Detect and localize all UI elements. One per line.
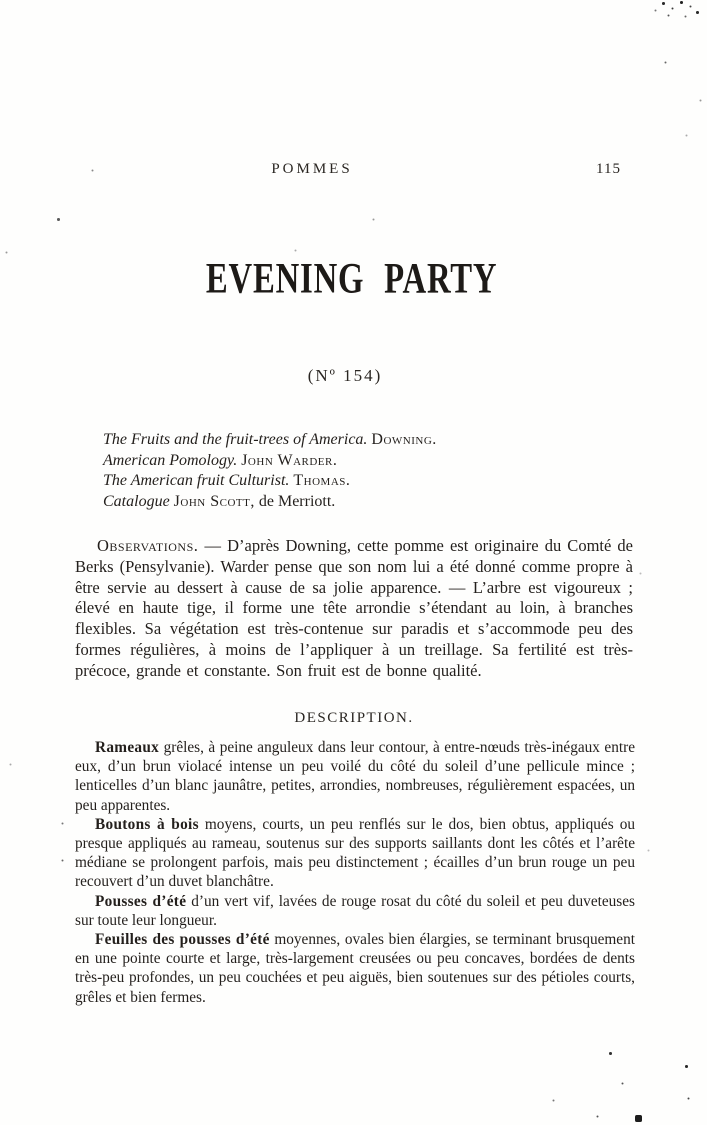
reference-author: Downing.: [371, 431, 437, 448]
page-number: 115: [596, 161, 621, 177]
description-paragraph-pousses: [75, 892, 635, 930]
reference-title: Catalogue: [103, 492, 170, 510]
reference-author: Thomas.: [293, 472, 351, 489]
paragraph-body: moyennes, ovales bien élargies, se terminant brusquement en une pointe courte et large, très-largement creusées ou peu concaves, bordées de dents très-peu profondes, un peu couchées et peu aiguës, bien soutenues sur des pétioles courts, grêles et bien fermes.: [75, 931, 635, 1006]
paragraph-body: grêles, à peine anguleux dans leur contour, à entre-nœuds très-inégaux entre eux, d’un brun violacé intense un peu voilé du côté du soleil d’une pellicule mince ; lenticelles d’un blanc jaunâtre, petites, arrondies, nombreuses, régulièrement espacées, un peu apparentes.: [75, 739, 635, 814]
paragraph-lead: Feuilles des pousses d’été: [95, 931, 270, 949]
reference-list: [103, 430, 623, 512]
description-section: [75, 738, 635, 1007]
reference-title: The Fruits and the fruit-trees of America.: [103, 431, 368, 448]
reference-item: [103, 451, 623, 472]
reference-title: The American fruit Culturist.: [103, 472, 290, 489]
reference-suffix: de Merriott.: [258, 492, 336, 510]
paragraph-lead: Pousses d’été: [95, 892, 187, 910]
running-title: POMMES: [271, 161, 353, 177]
paragraph-body: d’un vert vif, lavées de rouge rosat du côté du soleil et peu duveteuses sur toute leur longueur.: [75, 892, 635, 929]
description-paragraph-boutons: [75, 815, 635, 892]
variety-title: EVENING PARTY: [205, 255, 498, 303]
reference-item: [103, 430, 623, 451]
variety-number: (Nº 154): [307, 366, 383, 385]
scan-speckles: [0, 0, 1, 1]
reference-author: John Scott,: [173, 492, 255, 510]
paragraph-body: moyens, courts, un peu renflés sur le dos, bien obtus, appliqués ou presque appliqués au rameau, soutenus sur des supports saillants dont les côtés et l’arête médiane se prolongent parfois, mais peu distinctement ; écailles d’un brun rouge un peu recouvert d’un duvet blanchâtre.: [75, 815, 635, 891]
paragraph-lead: Boutons à bois: [95, 815, 199, 833]
observations-paragraph: [75, 536, 633, 682]
observations-body: — D’après Downing, cette pomme est originaire du Comté de Berks (Pensylvanie). Warder pense que son nom lui a été donné comme propre à être servie au dessert à cause de sa jolie apparence. — L’arbre est vigoureux ; élevé en haute tige, il forme une tête arrondie s’étendant au loin, à branches flexibles. Sa végétation est très-contenue sur paradis et s’accommode peu des formes régulières, à moins de l’appliquer à un treillage. Sa fertilité est très-précoce, grande et constante. Son fruit est de bonne qualité.: [75, 536, 633, 680]
reference-item: [103, 492, 623, 513]
description-paragraph-rameaux: [75, 738, 635, 815]
observations-lead: Observations.: [97, 536, 199, 555]
description-paragraph-feuilles: [75, 930, 635, 1007]
reference-title: American Pomology.: [103, 451, 238, 469]
reference-author: John Warder.: [241, 451, 338, 469]
reference-item: [103, 471, 623, 492]
paragraph-lead: Rameaux: [95, 739, 160, 756]
description-heading: DESCRIPTION.: [294, 710, 414, 726]
page-header: [75, 161, 633, 183]
